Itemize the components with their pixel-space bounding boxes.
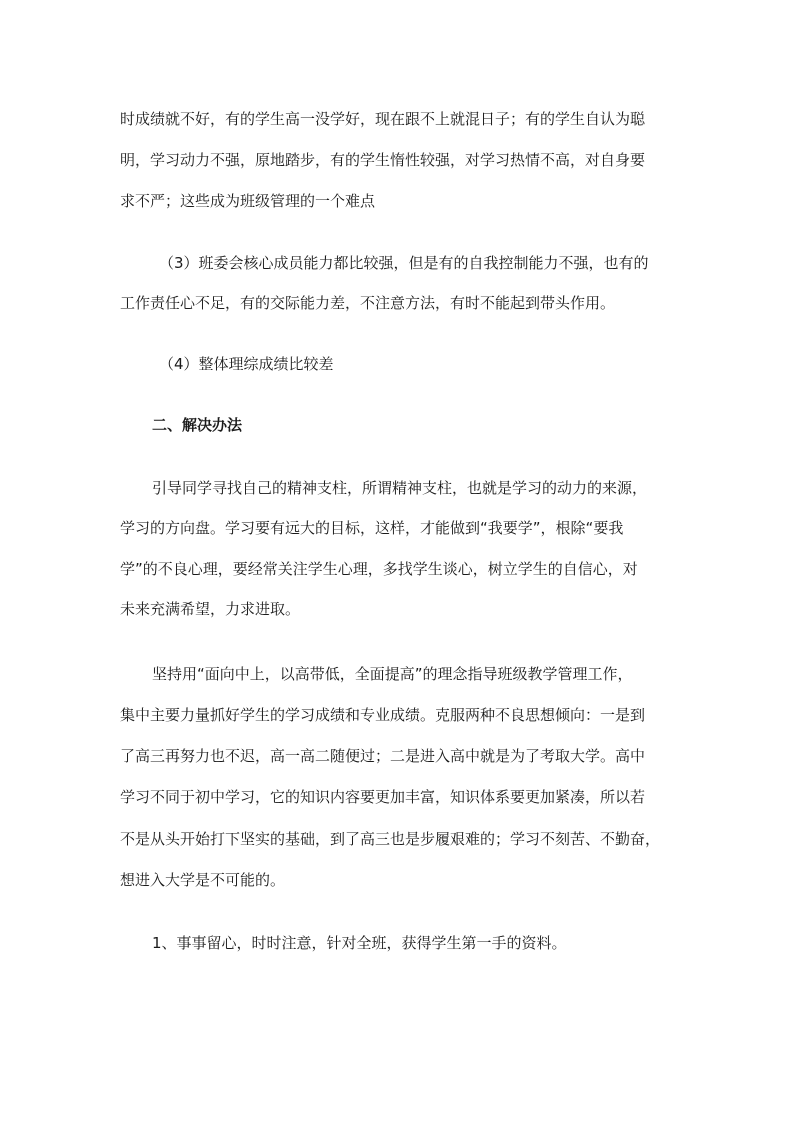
section-heading: 二、解决办法: [152, 416, 243, 434]
paragraph-2-line-2: 工作责任心不足，有的交际能力差，不注意方法，有时不能起到带头作用。: [120, 294, 616, 312]
paragraph-4-line-4: 未来充满希望，力求进取。: [120, 600, 301, 618]
paragraph-5-line-4: 学习不同于初中学习，它的知识内容要更加丰富，知识体系要更加紧凑，所以若: [120, 788, 646, 806]
paragraph-4-line-3: 学”的不良心理，要经常关注学生心理，多找学生谈心，树立学生的自信心，对: [120, 560, 638, 578]
paragraph-5-line-5: 不是从头开始打下坚实的基础，到了高三也是步履艰难的；学习不刻苦、不勤奋，: [120, 830, 661, 848]
paragraph-3-line-1: （4）整体理综成绩比较差: [159, 355, 334, 373]
paragraph-2-line-1: （3）班委会核心成员能力都比较强，但是有的自我控制能力不强，也有的: [159, 254, 649, 272]
paragraph-4-line-1: 引导同学寻找自己的精神支柱，所谓精神支柱，也就是学习的动力的来源，: [152, 479, 648, 497]
paragraph-5-line-2: 集中主要力量抓好学生的学习成绩和专业成绩。克服两种不良思想倾向：一是到: [120, 706, 646, 724]
paragraph-1-line-2: 明，学习动力不强，原地踏步，有的学生惰性较强，对学习热情不高，对自身要: [120, 151, 646, 169]
paragraph-6-line-1: 1、事事留心，时时注意，针对全班，获得学生第一手的资料。: [152, 934, 567, 952]
paragraph-5-line-1: 坚持用“面向中上，以高带低，全面提高”的理念指导班级教学管理工作，: [152, 665, 633, 683]
paragraph-1-line-1: 时成绩就不好，有的学生高一没学好，现在跟不上就混日子；有的学生自认为聪: [120, 110, 646, 128]
paragraph-5-line-6: 想进入大学是不可能的。: [120, 871, 286, 889]
paragraph-4-line-2: 学习的方向盘。学习要有远大的目标，这样，才能做到“我要学”，根除“要我: [120, 519, 624, 537]
paragraph-5-line-3: 了高三再努力也不迟，高一高二随便过；二是进入高中就是为了考取大学。高中: [120, 747, 646, 765]
paragraph-1-line-3: 求不严；这些成为班级管理的一个难点: [120, 192, 376, 210]
